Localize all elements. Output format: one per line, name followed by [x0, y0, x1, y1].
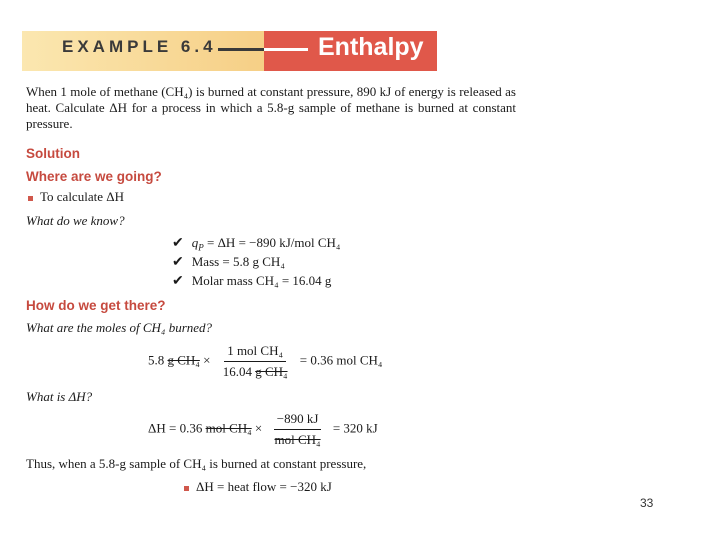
times-sign: × [254, 420, 263, 436]
solution-heading: Solution [26, 146, 80, 161]
fraction-denominator [220, 362, 291, 380]
moles-fraction [220, 343, 291, 380]
page-number: 33 [640, 496, 654, 510]
dh-question: What is ΔH? [26, 389, 93, 404]
bullet-square-icon [28, 196, 33, 201]
dh-fraction [272, 411, 324, 448]
dh-lhs: ΔH = 0.36 [148, 420, 206, 436]
where-item-text: To calculate ΔH [40, 189, 124, 204]
known-item-text: Molar mass CH₄ = 16.04 g [191, 273, 332, 288]
example-label: EXAMPLE 6.4 [62, 37, 217, 56]
fraction-denominator: mol CH₄ [274, 432, 321, 447]
checkmark-icon: ✔ [172, 274, 184, 289]
banner-title: Enthalpy [318, 33, 424, 61]
final-answer-text: ΔH = heat flow = −320 kJ [196, 479, 332, 494]
fraction-numerator: 1 mol CH₄ [224, 343, 286, 362]
dh-lhs-unit: mol CH₄ [205, 420, 252, 436]
bullet-square-icon [184, 486, 189, 491]
where-item [28, 189, 124, 205]
moles-lhs-value: 5.8 [148, 352, 168, 368]
dh-result: = 320 kJ [332, 420, 378, 436]
den-unit: g CH₄ [255, 364, 288, 379]
known-item-text: = ΔH = −890 kJ/mol CH₄ [203, 235, 341, 250]
den-value: 16.04 [222, 364, 256, 379]
q-symbol: q [191, 235, 199, 250]
q-subscript: P [198, 242, 204, 253]
known-item [172, 235, 340, 253]
known-item-text: Mass = 5.8 g CH₄ [191, 254, 285, 269]
moles-question: What are the moles of CH₄ burned? [26, 320, 213, 335]
how-heading: How do we get there? [26, 298, 166, 313]
where-heading: Where are we going? [26, 169, 162, 184]
know-heading: What do we know? [26, 213, 125, 228]
banner-divider-line-white [264, 48, 308, 51]
fraction-numerator: −890 kJ [274, 411, 322, 430]
known-item [172, 273, 331, 290]
known-item [172, 254, 285, 271]
problem-statement: When 1 mole of methane (CH₄) is burned at constant pressure, 890 kJ of energy is released as heat. Calculate ΔH for a process in which a 5.8-g sample of methane is burned at constant pressure. [26, 84, 516, 131]
checkmark-icon: ✔ [172, 236, 184, 251]
moles-result: = 0.36 mol CH₄ [299, 352, 383, 368]
dh-equation [148, 411, 378, 448]
conclusion-text: Thus, when a 5.8-g sample of CH₄ is burned at constant pressure, [26, 456, 367, 471]
checkmark-icon: ✔ [172, 255, 184, 270]
moles-lhs-unit: g CH₄ [167, 352, 200, 368]
final-answer [184, 479, 332, 495]
times-sign: × [203, 352, 211, 368]
moles-equation [148, 343, 382, 380]
